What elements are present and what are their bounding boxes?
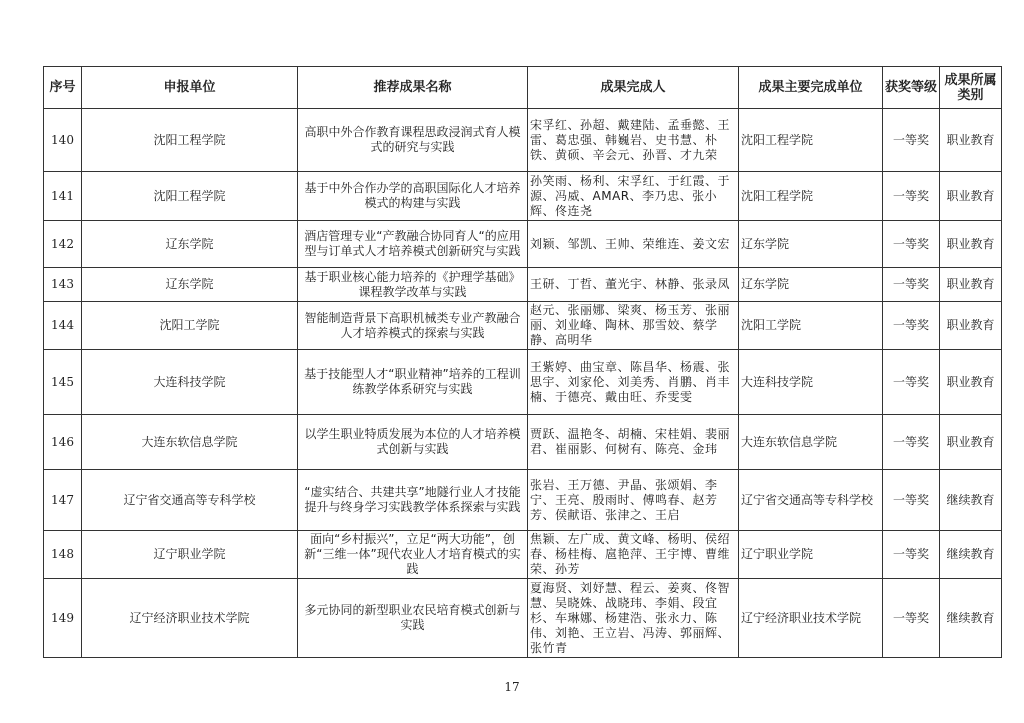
- row-title: [298, 531, 528, 579]
- row-main-unit: 辽宁省交通高等专科学校: [739, 470, 883, 531]
- row-title: 基于技能型人才“职业精神”培养的工程训练教学体系研究与实践: [298, 350, 528, 415]
- row-category: 职业教育: [940, 350, 1002, 415]
- row-title: 高职中外合作教育课程思政浸润式育人模式的研究与实践: [298, 109, 528, 172]
- completers-text: 贾跃、温艳冬、胡楠、宋桂娟、裴丽君、崔丽影、何树有、陈亮、金玮: [530, 427, 731, 456]
- row-level: 一等奖: [883, 221, 940, 268]
- row-completers: [528, 172, 739, 221]
- row-seq: 147: [44, 470, 82, 531]
- table-row: [44, 302, 1002, 350]
- row-category: 职业教育: [940, 302, 1002, 350]
- row-title: [298, 221, 528, 268]
- table-row: [44, 470, 1002, 531]
- row-seq: 141: [44, 172, 82, 221]
- row-completers: 刘颖、邹凯、王帅、荣维连、姜文宏: [528, 221, 739, 268]
- row-seq: 149: [44, 579, 82, 658]
- row-main-unit: 辽东学院: [739, 221, 883, 268]
- row-category: 职业教育: [940, 109, 1002, 172]
- row-level: 一等奖: [883, 109, 940, 172]
- row-level: 一等奖: [883, 579, 940, 658]
- row-main-unit: 大连科技学院: [739, 350, 883, 415]
- row-seq: 142: [44, 221, 82, 268]
- page-number: 17: [504, 680, 520, 694]
- table-row: [44, 268, 1002, 302]
- row-completers: [528, 415, 739, 470]
- completers-text: 孙笑雨、杨利、宋孚红、于红霞、于源、冯威、AMAR、李乃忠、张小辉、佟连尧: [530, 173, 731, 218]
- row-seq: 145: [44, 350, 82, 415]
- table-row: [44, 579, 1002, 658]
- row-completers: [528, 579, 739, 658]
- row-category: 职业教育: [940, 221, 1002, 268]
- row-applicant: 辽宁省交通高等专科学校: [82, 470, 298, 531]
- row-main-unit: 辽宁职业学院: [739, 531, 883, 579]
- row-main-unit: 沈阳工程学院: [739, 172, 883, 221]
- row-main-unit: 沈阳工程学院: [739, 109, 883, 172]
- row-category: 职业教育: [940, 268, 1002, 302]
- row-main-unit: 大连东软信息学院: [739, 415, 883, 470]
- row-seq: 148: [44, 531, 82, 579]
- row-seq: 143: [44, 268, 82, 302]
- row-completers: [528, 531, 739, 579]
- row-level: 一等奖: [883, 172, 940, 221]
- row-title: 基于职业核心能力培养的《护理学基础》课程教学改革与实践: [298, 268, 528, 302]
- row-level: 一等奖: [883, 268, 940, 302]
- row-applicant: 沈阳工程学院: [82, 172, 298, 221]
- row-main-unit: 辽宁经济职业技术学院: [739, 579, 883, 658]
- header-category: 成果所属类别: [940, 67, 1002, 109]
- header-applicant: 申报单位: [82, 67, 298, 109]
- awards-table: [43, 66, 1002, 658]
- completers-text: 王紫婷、曲宝章、陈昌华、杨震、张思宇、刘家伦、刘美秀、肖鹏、肖丰楠、于德亮、戴由旺、乔雯雯: [530, 359, 731, 404]
- row-completers: [528, 470, 739, 531]
- row-applicant: 沈阳工学院: [82, 302, 298, 350]
- header-level: 获奖等级: [883, 67, 940, 109]
- row-completers: [528, 268, 739, 302]
- row-applicant: 沈阳工程学院: [82, 109, 298, 172]
- row-level: 一等奖: [883, 350, 940, 415]
- row-title: 智能制造背景下高职机械类专业产教融合人才培养模式的探索与实践: [298, 302, 528, 350]
- completers-text: 焦颖、左广成、黄文峰、杨明、侯绍春、杨桂梅、扈艳萍、王宇博、曹维荣、孙芳: [530, 532, 731, 576]
- row-completers: [528, 350, 739, 415]
- row-applicant: 大连东软信息学院: [82, 415, 298, 470]
- row-applicant: 大连科技学院: [82, 350, 298, 415]
- table-row: [44, 531, 1002, 579]
- row-seq: 146: [44, 415, 82, 470]
- row-title: 以学生职业特质发展为本位的人才培养模式创新与实践: [298, 415, 528, 470]
- row-completers: [528, 302, 739, 350]
- table-row: [44, 109, 1002, 172]
- row-applicant: 辽宁经济职业技术学院: [82, 579, 298, 658]
- row-main-unit: 沈阳工学院: [739, 302, 883, 350]
- header-completers: 成果完成人: [528, 67, 739, 109]
- header-main-unit: 成果主要完成单位: [739, 67, 883, 109]
- row-category: 职业教育: [940, 172, 1002, 221]
- row-level: 一等奖: [883, 302, 940, 350]
- table-row: [44, 221, 1002, 268]
- row-completers: [528, 109, 739, 172]
- header-achievement: 推荐成果名称: [298, 67, 528, 109]
- row-category: 继续教育: [940, 470, 1002, 531]
- row-category: 继续教育: [940, 531, 1002, 579]
- row-seq: 144: [44, 302, 82, 350]
- table-row: [44, 350, 1002, 415]
- completers-text: 赵元、张丽娜、梁爽、杨玉芳、张丽丽、刘业峰、陶林、那雪姣、蔡学静、高明华: [530, 303, 731, 347]
- header-row: [44, 67, 1002, 109]
- title-text: 面向“乡村振兴”，立足“两大功能”，创新“三维一体”现代农业人才培育模式的实践: [304, 532, 521, 576]
- row-seq: 140: [44, 109, 82, 172]
- row-title: 基于中外合作办学的高职国际化人才培养模式的构建与实践: [298, 172, 528, 221]
- row-applicant: 辽东学院: [82, 221, 298, 268]
- table-row: [44, 172, 1002, 221]
- row-level: 一等奖: [883, 470, 940, 531]
- completers-text: 夏海贤、刘妤慧、程云、姜爽、佟智慧、吴晓姝、战晓玮、李娟、段宜杉、车琳娜、杨建浩、张永力、陈伟、刘艳、王立岩、冯涛、郭丽辉、张竹青: [530, 580, 731, 655]
- row-title: “虚实结合、共建共享”地隧行业人才技能提升与终身学习实践教学体系探索与实践: [298, 470, 528, 531]
- row-main-unit: 辽东学院: [739, 268, 883, 302]
- row-applicant: 辽宁职业学院: [82, 531, 298, 579]
- row-applicant: 辽东学院: [82, 268, 298, 302]
- title-text: 酒店管理专业“产教融合协同育人“的应用型与订单式人才培养模式创新研究与实践: [304, 229, 521, 258]
- row-category: 职业教育: [940, 415, 1002, 470]
- completers-text: 宋孚红、孙超、戴建陆、孟垂懿、王雷、葛忠强、韩巍岩、史书慧、朴铁、黄硕、辛会元、孙晋、才九荣: [530, 117, 731, 162]
- table-row: [44, 415, 1002, 470]
- completers-text: 王研、丁哲、董光宇、林静、张录凤: [530, 277, 731, 291]
- completers-text: 张岩、王万德、尹晶、张颂娟、李宁、王亮、殷雨时、傅鸣春、赵芳芳、侯献语、张津之、王启: [530, 477, 718, 522]
- row-category: 继续教育: [940, 579, 1002, 658]
- header-seq: 序号: [44, 67, 82, 109]
- row-title: 多元协同的新型职业农民培育模式创新与实践: [298, 579, 528, 658]
- row-level: 一等奖: [883, 531, 940, 579]
- row-level: 一等奖: [883, 415, 940, 470]
